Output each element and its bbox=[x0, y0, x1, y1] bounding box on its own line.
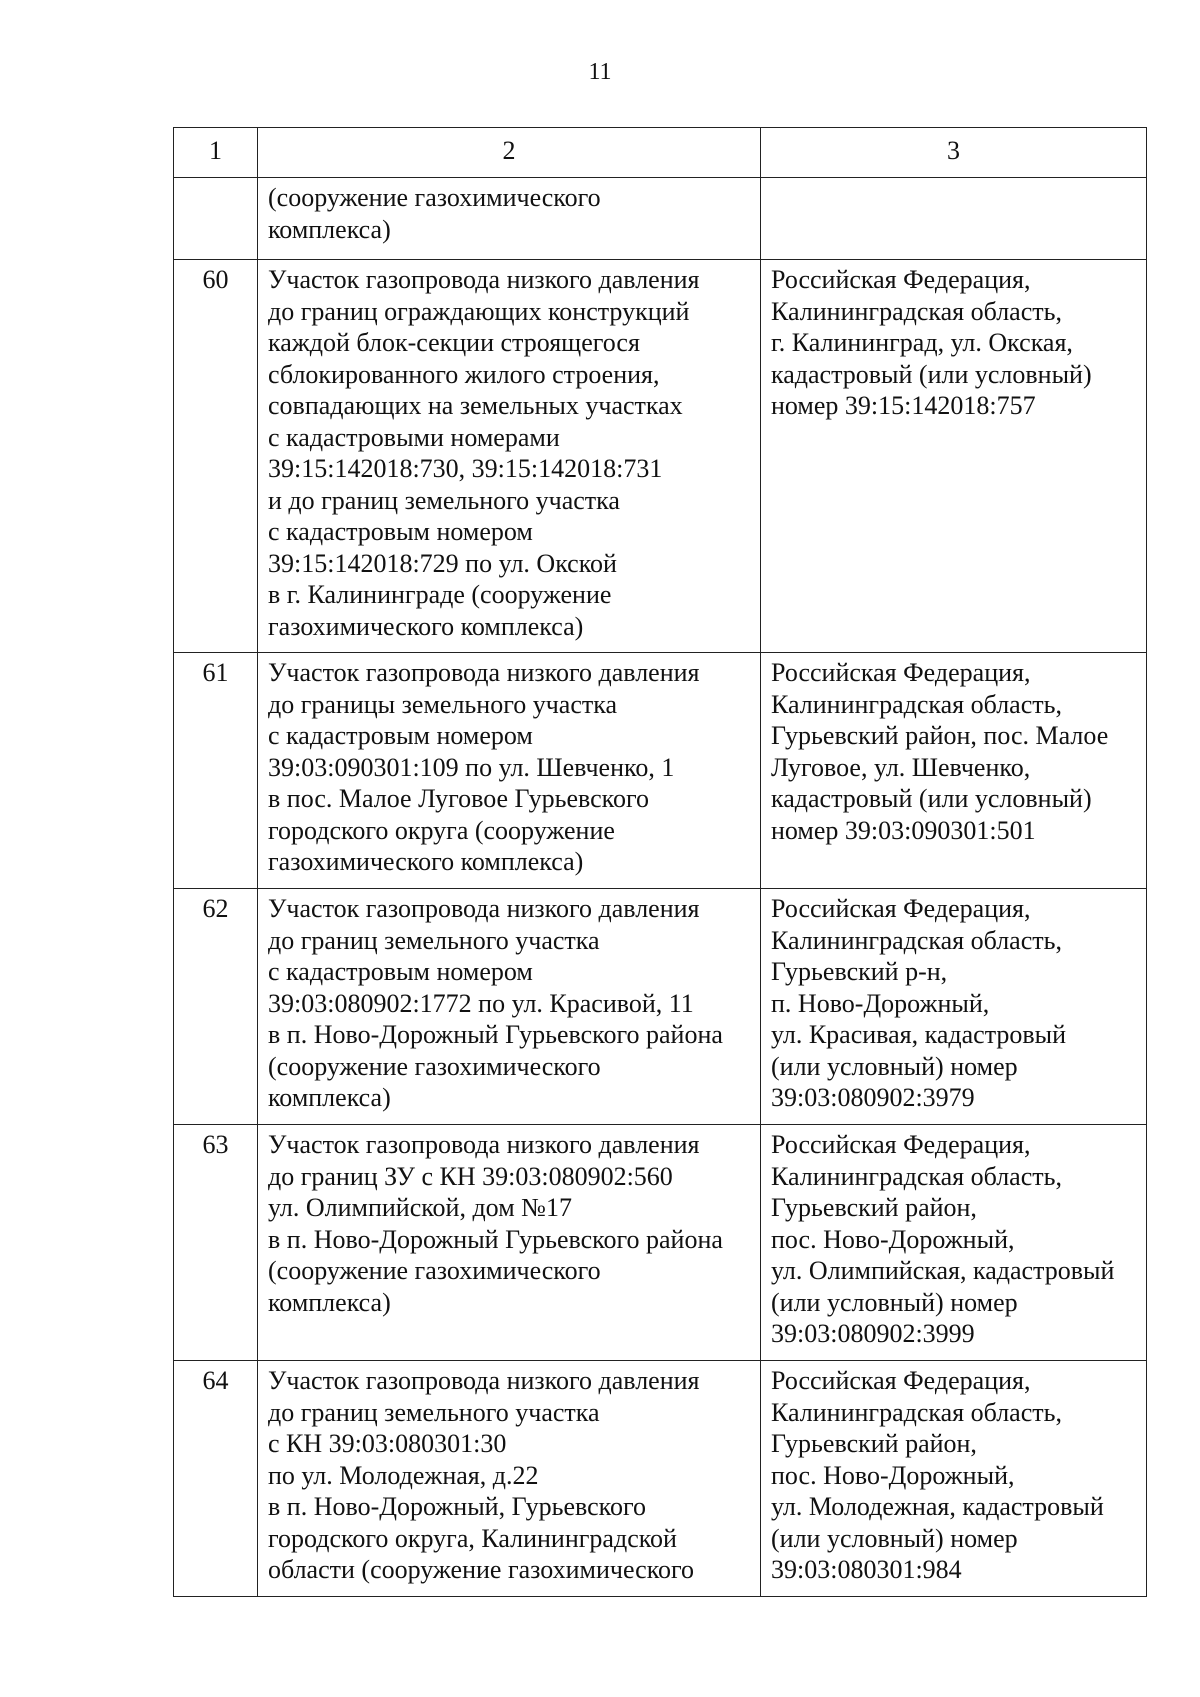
object-description: Участок газопровода низкого давления до границ ограждающих конструкций каждой блок-секции строящегося сблокированного жилого строения, совпадающих на земельных участках с кадастровыми номерами 39:15:142018:730, 39:15:142018:731 и до границ земельного участка с кадастровым номером 39:15:142018:729 по ул. Окской в г. Калининграде (сооружение газохимического комплекса) bbox=[258, 260, 761, 653]
table-row bbox=[174, 653, 1147, 889]
row-number: 60 bbox=[174, 260, 258, 653]
object-description: (сооружение газохимического комплекса) bbox=[258, 178, 761, 260]
object-description: Участок газопровода низкого давления до границ ЗУ с КН 39:03:080902:560 ул. Олимпийской, дом №17 в п. Ново-Дорожный Гурьевского района (сооружение газохимического комплекса) bbox=[258, 1125, 761, 1361]
object-description: Участок газопровода низкого давления до границы земельного участка с кадастровым номером 39:03:090301:109 по ул. Шевченко, 1 в пос. Малое Луговое Гурьевского городского округа (сооружение газохимического комплекса) bbox=[258, 653, 761, 889]
table-row bbox=[174, 178, 1147, 260]
object-location: Российская Федерация, Калининградская область, Гурьевский район, пос. Ново-Дорожный, ул. Молодежная, кадастровый (или условный) номер 39:03:080301:984 bbox=[761, 1361, 1147, 1597]
object-location: Российская Федерация, Калининградская область, г. Калининград, ул. Окская, кадастровый (или условный) номер 39:15:142018:757 bbox=[761, 260, 1147, 653]
row-number: 63 bbox=[174, 1125, 258, 1361]
table-row bbox=[174, 1361, 1147, 1597]
object-location bbox=[761, 178, 1147, 260]
object-location: Российская Федерация, Калининградская область, Гурьевский р-н, п. Ново-Дорожный, ул. Красивая, кадастровый (или условный) номер 39:03:080902:3979 bbox=[761, 889, 1147, 1125]
object-description: Участок газопровода низкого давления до границ земельного участка с кадастровым номером 39:03:080902:1772 по ул. Красивой, 11 в п. Ново-Дорожный Гурьевского района (сооружение газохимического комплекса) bbox=[258, 889, 761, 1125]
row-number: 61 bbox=[174, 653, 258, 889]
table-row bbox=[174, 1125, 1147, 1361]
column-header-1: 1 bbox=[174, 128, 258, 178]
object-description: Участок газопровода низкого давления до границ земельного участка с КН 39:03:080301:30 по ул. Молодежная, д.22 в п. Ново-Дорожный, Гурьевского городского округа, Калининградской области (сооружение газохимического bbox=[258, 1361, 761, 1597]
row-number bbox=[174, 178, 258, 260]
table-row bbox=[174, 889, 1147, 1125]
table-header-row bbox=[174, 128, 1147, 178]
property-table bbox=[173, 127, 1147, 1597]
object-location: Российская Федерация, Калининградская область, Гурьевский район, пос. Ново-Дорожный, ул. Олимпийская, кадастровый (или условный) номер 39:03:080902:3999 bbox=[761, 1125, 1147, 1361]
page-number: 11 bbox=[588, 59, 612, 85]
object-location: Российская Федерация, Калининградская область, Гурьевский район, пос. Малое Луговое, ул. Шевченко, кадастровый (или условный) номер 39:03:090301:501 bbox=[761, 653, 1147, 889]
row-number: 64 bbox=[174, 1361, 258, 1597]
column-header-3: 3 bbox=[761, 128, 1147, 178]
row-number: 62 bbox=[174, 889, 258, 1125]
table-row bbox=[174, 260, 1147, 653]
column-header-2: 2 bbox=[258, 128, 761, 178]
